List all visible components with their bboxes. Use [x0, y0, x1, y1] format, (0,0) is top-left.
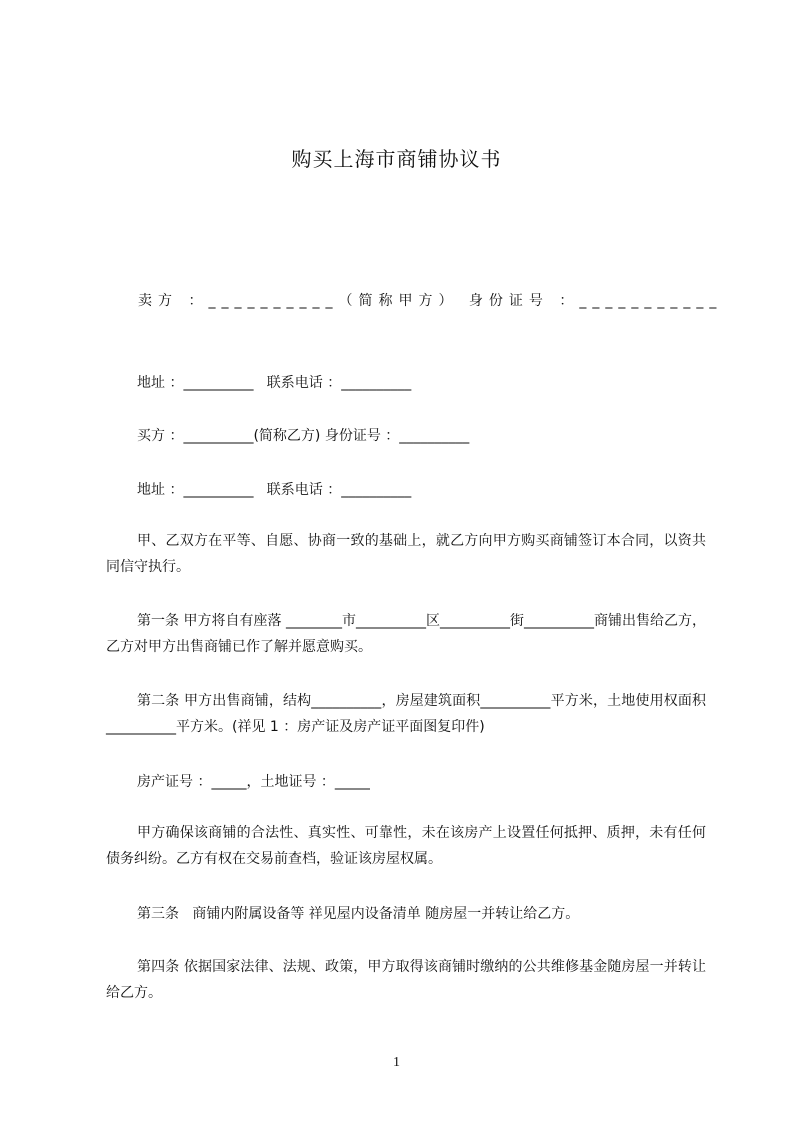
- document-title: 购买上海市商铺协议书: [291, 147, 502, 171]
- buyer-line: 买方 ：__________(简称乙方) 身份证号 ：__________: [137, 428, 470, 444]
- intro-paragraph: 甲、乙双方在平等、自愿、协商一致的基础上，就乙方向甲方购买商铺签订本合同，以资共同信守执行。: [106, 533, 706, 575]
- article-3-line: 第三条 商铺内附属设备等 祥见屋内设备清单 随房屋一并转让给乙方。: [137, 906, 580, 922]
- article-4-paragraph: 第四条 依据国家法律、法规、政策，甲方取得该商铺时缴纳的公共维修基金随房屋一并转让给乙方。: [106, 959, 706, 1001]
- buyer-address-line: 地址 ：__________ 联系电话 ：__________: [137, 482, 412, 498]
- guarantee-paragraph: 甲方确保该商铺的合法性、真实性、可靠性，未在该房产上设置任何抵押、质押，未有任何债务纠纷。乙方有权在交易前查档，验证该房屋权属。: [106, 825, 706, 867]
- article-2-paragraph: 第二条 甲方出售商铺，结构__________，房屋建筑面积__________平方米，土地使用权面积__________平方米。(祥见 1 ：房产证及房产证平面图复印件): [106, 693, 706, 735]
- seller-line: 卖方 ：__________（简称甲方） 身份证号 ：___________: [138, 293, 723, 309]
- article-1-paragraph: 第一条 甲方将自有座落 ________市__________区__________街__________商铺出售给乙方，乙方对甲方出售商铺已作了解并愿意购买。: [106, 613, 706, 655]
- page-number: 1: [393, 1055, 400, 1070]
- seller-address-line: 地址 ：__________ 联系电话 ：__________: [137, 375, 412, 391]
- certificate-numbers-line: 房产证号 ：_____，土地证号 ：_____: [137, 774, 370, 790]
